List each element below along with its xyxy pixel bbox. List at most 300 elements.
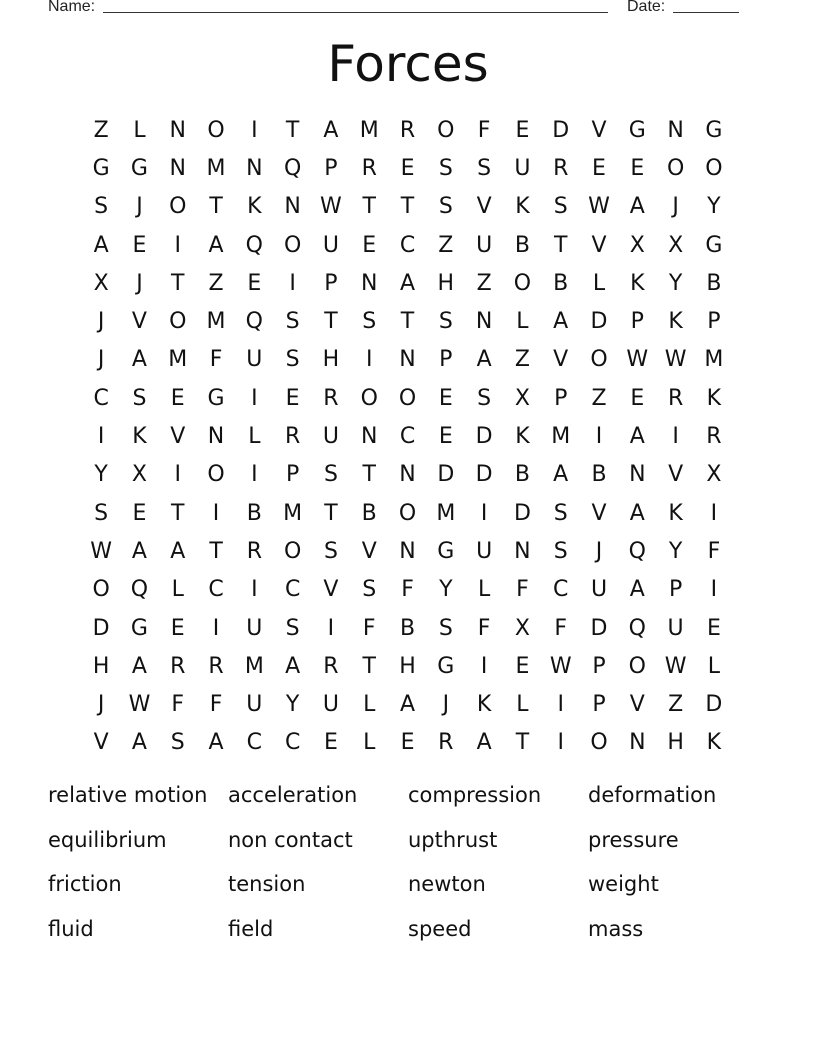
grid-letter[interactable]: J <box>136 270 143 296</box>
grid-letter[interactable]: F <box>401 577 414 603</box>
grid-letter[interactable]: P <box>285 462 300 488</box>
grid-letter[interactable]: O <box>398 385 417 411</box>
grid-letter[interactable]: C <box>553 577 569 603</box>
grid-letter[interactable]: X <box>706 462 722 488</box>
grid-letter[interactable]: E <box>515 653 530 679</box>
grid-letter[interactable]: E <box>362 232 377 258</box>
grid-letter[interactable]: G <box>437 653 455 679</box>
grid-letter[interactable]: A <box>131 730 147 756</box>
grid-letter[interactable]: A <box>629 194 645 220</box>
grid-letter[interactable]: J <box>442 692 450 718</box>
grid-letter[interactable]: D <box>92 615 110 641</box>
grid-letter[interactable]: E <box>247 270 262 296</box>
grid-letter[interactable]: C <box>399 424 416 450</box>
grid-letter[interactable]: U <box>514 155 531 181</box>
grid-letter[interactable]: Z <box>514 347 530 373</box>
grid-letter[interactable]: U <box>590 577 608 603</box>
grid-letter[interactable]: K <box>668 500 683 526</box>
grid-letter[interactable]: R <box>323 385 339 411</box>
grid-letter[interactable]: A <box>399 270 416 296</box>
grid-letter[interactable]: X <box>668 232 684 258</box>
grid-letter[interactable]: S <box>438 309 453 335</box>
grid-letter[interactable]: Q <box>245 232 263 258</box>
grid-letter[interactable]: Q <box>628 615 646 641</box>
grid-letter[interactable]: A <box>93 232 109 258</box>
grid-letter[interactable]: C <box>284 577 301 603</box>
grid-letter[interactable]: I <box>251 117 258 143</box>
grid-letter[interactable]: M <box>168 347 188 373</box>
grid-letter[interactable]: Z <box>476 270 492 296</box>
grid-letter[interactable]: H <box>667 730 684 756</box>
grid-letter[interactable]: L <box>171 577 184 603</box>
grid-letter[interactable]: N <box>246 155 263 181</box>
grid-letter[interactable]: F <box>362 615 376 641</box>
grid-letter[interactable]: R <box>438 730 454 756</box>
grid-letter[interactable]: I <box>289 270 296 296</box>
grid-letter[interactable]: B <box>399 615 416 641</box>
grid-letter[interactable]: K <box>668 309 683 335</box>
grid-letter[interactable]: I <box>365 347 373 373</box>
grid-letter[interactable]: O <box>169 194 187 220</box>
grid-letter[interactable]: L <box>363 692 376 718</box>
grid-letter[interactable]: P <box>324 155 338 181</box>
grid-letter[interactable]: M <box>206 309 226 335</box>
grid-letter[interactable]: B <box>514 232 530 258</box>
grid-letter[interactable]: U <box>246 347 263 373</box>
grid-letter[interactable]: S <box>132 385 147 411</box>
grid-letter[interactable]: J <box>672 194 679 220</box>
grid-letter[interactable]: S <box>323 538 338 564</box>
grid-letter[interactable]: V <box>591 117 607 143</box>
grid-letter[interactable]: N <box>629 462 646 488</box>
grid-letter[interactable]: A <box>629 577 645 603</box>
grid-letter[interactable]: X <box>131 462 147 488</box>
grid-letter[interactable]: E <box>170 385 185 411</box>
grid-letter[interactable]: O <box>590 347 608 373</box>
grid-letter[interactable]: M <box>206 155 226 181</box>
grid-letter[interactable]: N <box>360 270 378 296</box>
grid-letter[interactable]: A <box>629 424 645 450</box>
grid-letter[interactable]: W <box>320 194 342 220</box>
grid-letter[interactable]: A <box>131 538 147 564</box>
grid-letter[interactable]: O <box>590 730 608 756</box>
grid-letter[interactable]: P <box>630 309 644 335</box>
grid-letter[interactable]: T <box>285 117 300 143</box>
grid-letter[interactable]: V <box>629 692 645 718</box>
grid-letter[interactable]: Y <box>707 194 721 220</box>
grid-letter[interactable]: I <box>212 615 220 641</box>
grid-letter[interactable]: M <box>551 424 571 450</box>
grid-letter[interactable]: Z <box>668 692 684 718</box>
grid-letter[interactable]: O <box>666 155 685 181</box>
grid-letter[interactable]: S <box>477 385 492 411</box>
word-bank-item: deformation <box>588 783 717 807</box>
grid-letter[interactable]: S <box>362 309 377 335</box>
grid-letter[interactable]: H <box>92 653 110 679</box>
grid-letter[interactable]: R <box>170 653 186 679</box>
grid-letter[interactable]: I <box>557 730 564 756</box>
word-bank-item: upthrust <box>408 827 498 852</box>
grid-letter[interactable]: T <box>324 500 338 526</box>
grid-letter[interactable]: O <box>513 270 532 296</box>
grid-letter[interactable]: S <box>170 730 185 756</box>
grid-letter[interactable]: V <box>131 309 147 335</box>
grid-letter[interactable]: L <box>477 577 491 603</box>
grid-letter[interactable]: I <box>97 424 105 450</box>
grid-letter[interactable]: D <box>513 500 531 526</box>
grid-letter[interactable]: S <box>285 347 300 373</box>
grid-letter[interactable]: E <box>400 155 415 181</box>
grid-letter[interactable]: H <box>437 270 455 296</box>
grid-letter[interactable]: N <box>399 538 416 564</box>
grid-letter[interactable]: N <box>399 462 416 488</box>
grid-letter[interactable]: B <box>591 462 607 488</box>
grid-letter[interactable]: W <box>549 653 572 679</box>
grid-letter[interactable]: E <box>706 615 721 641</box>
grid-letter[interactable]: R <box>706 424 722 450</box>
grid-letter[interactable]: A <box>131 347 147 373</box>
grid-letter[interactable]: Y <box>668 538 683 564</box>
grid-letter[interactable]: M <box>704 347 724 373</box>
grid-letter[interactable]: Q <box>130 577 149 603</box>
grid-letter[interactable]: N <box>629 730 646 756</box>
grid-letter[interactable]: N <box>360 424 378 450</box>
grid-letter[interactable]: X <box>93 270 109 296</box>
grid-letter[interactable]: A <box>553 309 569 335</box>
grid-letter[interactable]: T <box>209 194 223 220</box>
grid-letter[interactable]: R <box>553 155 569 181</box>
grid-letter[interactable]: O <box>207 117 225 143</box>
grid-letter[interactable]: H <box>322 347 340 373</box>
grid-letter[interactable]: S <box>438 194 453 220</box>
grid-letter[interactable]: U <box>322 232 339 258</box>
grid-letter[interactable]: U <box>322 692 339 718</box>
grid-letter[interactable]: F <box>171 692 185 718</box>
grid-letter[interactable]: E <box>630 385 645 411</box>
grid-letter[interactable]: H <box>399 653 416 679</box>
grid-letter[interactable]: L <box>707 653 721 679</box>
grid-letter[interactable]: V <box>591 500 607 526</box>
grid-letter[interactable]: V <box>476 194 492 220</box>
grid-letter[interactable]: V <box>361 538 377 564</box>
word-bank-item: equilibrium <box>48 827 167 852</box>
grid-letter[interactable]: Z <box>93 117 109 143</box>
grid-letter[interactable]: A <box>323 117 339 143</box>
grid-letter[interactable]: F <box>554 615 568 641</box>
grid-letter[interactable]: W <box>588 194 610 220</box>
grid-letter[interactable]: V <box>323 577 339 603</box>
grid-letter[interactable]: P <box>439 347 453 373</box>
grid-letter[interactable]: I <box>251 462 258 488</box>
grid-letter[interactable]: G <box>705 117 723 143</box>
grid-letter[interactable]: O <box>705 155 723 181</box>
grid-letter[interactable]: E <box>400 730 415 756</box>
grid-letter[interactable]: G <box>130 155 148 181</box>
grid-letter[interactable]: G <box>92 155 110 181</box>
word-search-grid <box>82 111 733 762</box>
grid-letter[interactable]: B <box>553 270 569 296</box>
grid-letter[interactable]: N <box>475 309 493 335</box>
grid-letter[interactable]: W <box>626 347 649 373</box>
grid-letter[interactable]: A <box>553 462 569 488</box>
grid-letter[interactable]: P <box>324 270 338 296</box>
grid-letter[interactable]: U <box>476 232 493 258</box>
grid-letter[interactable]: F <box>209 692 223 718</box>
grid-letter[interactable]: Z <box>591 385 607 411</box>
grid-letter[interactable]: T <box>515 730 530 756</box>
grid-letter[interactable]: F <box>477 117 491 143</box>
grid-letter[interactable]: D <box>437 462 455 488</box>
grid-letter[interactable]: Q <box>245 309 263 335</box>
grid-letter[interactable]: G <box>207 385 225 411</box>
grid-letter[interactable]: Z <box>438 232 454 258</box>
grid-letter[interactable]: I <box>672 424 679 450</box>
grid-letter[interactable]: I <box>710 577 718 603</box>
grid-letter[interactable]: O <box>628 653 646 679</box>
grid-letter[interactable]: U <box>246 615 263 641</box>
grid-letter[interactable]: E <box>132 232 147 258</box>
grid-letter[interactable]: X <box>514 385 530 411</box>
grid-letter[interactable]: S <box>438 615 453 641</box>
grid-letter[interactable]: J <box>136 194 143 220</box>
word-bank-item: fluid <box>48 917 94 942</box>
grid-letter[interactable]: B <box>514 462 530 488</box>
grid-letter[interactable]: O <box>398 500 417 526</box>
grid-letter[interactable]: S <box>477 155 492 181</box>
grid-letter[interactable]: E <box>515 117 530 143</box>
grid-letter[interactable]: I <box>251 385 258 411</box>
grid-letter[interactable]: G <box>437 538 455 564</box>
grid-letter[interactable]: A <box>170 538 186 564</box>
grid-letter[interactable]: T <box>400 194 415 220</box>
grid-letter[interactable]: I <box>710 500 718 526</box>
grid-letter[interactable]: I <box>174 232 181 258</box>
grid-letter[interactable]: O <box>360 385 378 411</box>
grid-letter[interactable]: R <box>246 538 262 564</box>
grid-letter[interactable]: L <box>592 270 606 296</box>
grid-letter[interactable]: J <box>97 309 105 335</box>
grid-letter[interactable]: W <box>664 653 687 679</box>
grid-letter[interactable]: Y <box>668 270 683 296</box>
grid-letter[interactable]: Y <box>94 462 108 488</box>
grid-letter[interactable]: I <box>480 653 488 679</box>
grid-letter[interactable]: W <box>664 347 687 373</box>
grid-letter[interactable]: T <box>362 653 376 679</box>
grid-letter[interactable]: N <box>667 117 684 143</box>
grid-letter[interactable]: M <box>436 500 456 526</box>
grid-letter[interactable]: V <box>93 730 109 756</box>
grid-letter[interactable]: F <box>707 538 721 564</box>
grid-letter[interactable]: I <box>212 500 220 526</box>
grid-letter[interactable]: E <box>592 155 606 181</box>
grid-letter[interactable]: G <box>705 232 723 258</box>
grid-letter[interactable]: F <box>209 347 223 373</box>
grid-letter[interactable]: T <box>209 538 223 564</box>
grid-letter[interactable]: S <box>94 194 109 220</box>
grid-letter[interactable]: K <box>476 692 492 718</box>
grid-letter[interactable]: O <box>207 462 225 488</box>
grid-letter[interactable]: J <box>97 347 105 373</box>
grid-letter[interactable]: C <box>399 232 416 258</box>
grid-letter[interactable]: R <box>667 385 684 411</box>
grid-letter[interactable]: O <box>437 117 455 143</box>
grid-letter[interactable]: A <box>476 730 492 756</box>
grid-letter[interactable]: R <box>399 117 416 143</box>
grid-letter[interactable]: T <box>362 194 376 220</box>
grid-letter[interactable]: N <box>284 194 301 220</box>
grid-letter[interactable]: D <box>705 692 723 718</box>
grid-letter[interactable]: D <box>590 615 608 641</box>
grid-letter[interactable]: S <box>323 462 338 488</box>
grid-letter[interactable]: T <box>171 270 185 296</box>
grid-letter[interactable]: K <box>706 730 722 756</box>
grid-letter[interactable]: S <box>438 155 453 181</box>
grid-letter[interactable]: P <box>592 653 606 679</box>
grid-letter[interactable]: T <box>324 309 338 335</box>
grid-letter[interactable]: I <box>174 462 181 488</box>
grid-letter[interactable]: N <box>169 117 186 143</box>
grid-letter[interactable]: A <box>285 653 301 679</box>
grid-letter[interactable]: D <box>590 309 608 335</box>
grid-letter[interactable]: U <box>246 692 263 718</box>
grid-letter[interactable]: S <box>553 500 568 526</box>
grid-letter[interactable]: T <box>553 232 568 258</box>
grid-letter[interactable]: Z <box>208 270 224 296</box>
grid-letter[interactable]: T <box>400 309 415 335</box>
grid-letter[interactable]: O <box>283 232 302 258</box>
grid-letter[interactable]: R <box>208 653 224 679</box>
grid-letter[interactable]: I <box>557 692 564 718</box>
grid-letter[interactable]: L <box>363 730 376 756</box>
grid-letter[interactable]: N <box>169 155 186 181</box>
grid-letter[interactable]: X <box>629 232 645 258</box>
grid-letter[interactable]: N <box>514 538 531 564</box>
grid-letter[interactable]: M <box>359 117 379 143</box>
grid-letter[interactable]: U <box>322 424 339 450</box>
grid-letter[interactable]: W <box>90 538 113 564</box>
grid-letter[interactable]: A <box>629 500 645 526</box>
grid-letter[interactable]: V <box>591 232 607 258</box>
grid-letter[interactable]: D <box>552 117 570 143</box>
date-blank-line[interactable] <box>673 12 739 13</box>
grid-letter[interactable]: L <box>516 309 529 335</box>
grid-letter[interactable]: N <box>207 424 225 450</box>
grid-letter[interactable]: A <box>208 232 224 258</box>
grid-letter[interactable]: G <box>130 615 148 641</box>
grid-letter[interactable]: I <box>327 615 335 641</box>
grid-letter[interactable]: C <box>246 730 263 756</box>
grid-letter[interactable]: N <box>399 347 416 373</box>
grid-letter[interactable]: B <box>706 270 722 296</box>
grid-letter[interactable]: A <box>208 730 224 756</box>
grid-letter[interactable]: R <box>284 424 301 450</box>
grid-letter[interactable]: C <box>93 385 109 411</box>
grid-letter[interactable]: Q <box>283 155 302 181</box>
grid-letter[interactable]: V <box>170 424 186 450</box>
name-blank-line[interactable] <box>103 12 608 13</box>
grid-letter[interactable]: K <box>515 424 530 450</box>
grid-letter[interactable]: E <box>438 385 453 411</box>
grid-letter[interactable]: K <box>132 424 147 450</box>
grid-letter[interactable]: O <box>92 577 110 603</box>
grid-letter[interactable]: Y <box>439 577 453 603</box>
grid-letter[interactable]: U <box>476 538 493 564</box>
grid-letter[interactable]: M <box>244 653 264 679</box>
grid-letter[interactable]: L <box>248 424 261 450</box>
grid-letter[interactable]: P <box>592 692 606 718</box>
grid-letter[interactable]: W <box>128 692 151 718</box>
grid-letter[interactable]: L <box>133 117 146 143</box>
grid-letter[interactable]: K <box>630 270 645 296</box>
grid-letter[interactable]: E <box>630 155 645 181</box>
grid-letter[interactable]: O <box>283 538 302 564</box>
grid-letter[interactable]: E <box>132 500 147 526</box>
grid-letter[interactable]: D <box>475 424 493 450</box>
grid-letter[interactable]: Q <box>628 538 646 564</box>
grid-letter[interactable]: M <box>283 500 303 526</box>
grid-letter[interactable]: G <box>628 117 646 143</box>
grid-letter[interactable]: P <box>668 577 683 603</box>
grid-letter[interactable]: L <box>516 692 529 718</box>
grid-letter[interactable]: R <box>361 155 377 181</box>
grid-letter[interactable]: A <box>399 692 416 718</box>
grid-letter[interactable]: J <box>595 538 603 564</box>
grid-letter[interactable]: C <box>284 730 301 756</box>
grid-letter[interactable]: Y <box>285 692 300 718</box>
grid-letter[interactable]: P <box>707 309 721 335</box>
grid-letter[interactable]: T <box>171 500 185 526</box>
grid-letter[interactable]: B <box>361 500 377 526</box>
grid-letter[interactable]: V <box>553 347 569 373</box>
grid-letter[interactable]: S <box>553 194 568 220</box>
grid-letter[interactable]: K <box>515 194 530 220</box>
grid-letter[interactable]: I <box>595 424 603 450</box>
grid-letter[interactable]: S <box>553 538 568 564</box>
grid-letter[interactable]: E <box>170 615 185 641</box>
grid-letter[interactable]: V <box>668 462 684 488</box>
word-bank-item: mass <box>588 917 644 942</box>
grid-letter[interactable]: I <box>480 500 488 526</box>
grid-letter[interactable]: K <box>706 385 722 411</box>
grid-letter[interactable]: F <box>516 577 529 603</box>
name-label: Name: <box>48 0 96 15</box>
grid-letter[interactable]: A <box>476 347 492 373</box>
grid-letter[interactable]: E <box>438 424 453 450</box>
grid-letter[interactable]: K <box>247 194 262 220</box>
grid-letter[interactable]: D <box>475 462 493 488</box>
grid-letter[interactable]: I <box>251 577 258 603</box>
grid-letter[interactable]: P <box>554 385 568 411</box>
grid-letter[interactable]: X <box>514 615 530 641</box>
grid-letter[interactable]: R <box>323 653 339 679</box>
grid-letter[interactable]: U <box>667 615 684 641</box>
grid-letter[interactable]: C <box>208 577 224 603</box>
word-bank-item: relative motion <box>48 783 208 807</box>
grid-letter[interactable]: A <box>131 653 147 679</box>
word-bank-item: pressure <box>588 827 679 852</box>
grid-letter[interactable]: B <box>246 500 262 526</box>
grid-letter[interactable]: S <box>285 309 300 335</box>
grid-letter[interactable]: E <box>323 730 338 756</box>
grid-letter[interactable]: T <box>362 462 376 488</box>
grid-letter[interactable]: E <box>285 385 300 411</box>
grid-letter[interactable]: S <box>362 577 377 603</box>
grid-letter[interactable]: J <box>97 692 105 718</box>
grid-letter[interactable]: O <box>169 309 187 335</box>
grid-letter[interactable]: S <box>285 615 300 641</box>
grid-letter[interactable]: F <box>477 615 491 641</box>
grid-letter[interactable]: S <box>94 500 109 526</box>
